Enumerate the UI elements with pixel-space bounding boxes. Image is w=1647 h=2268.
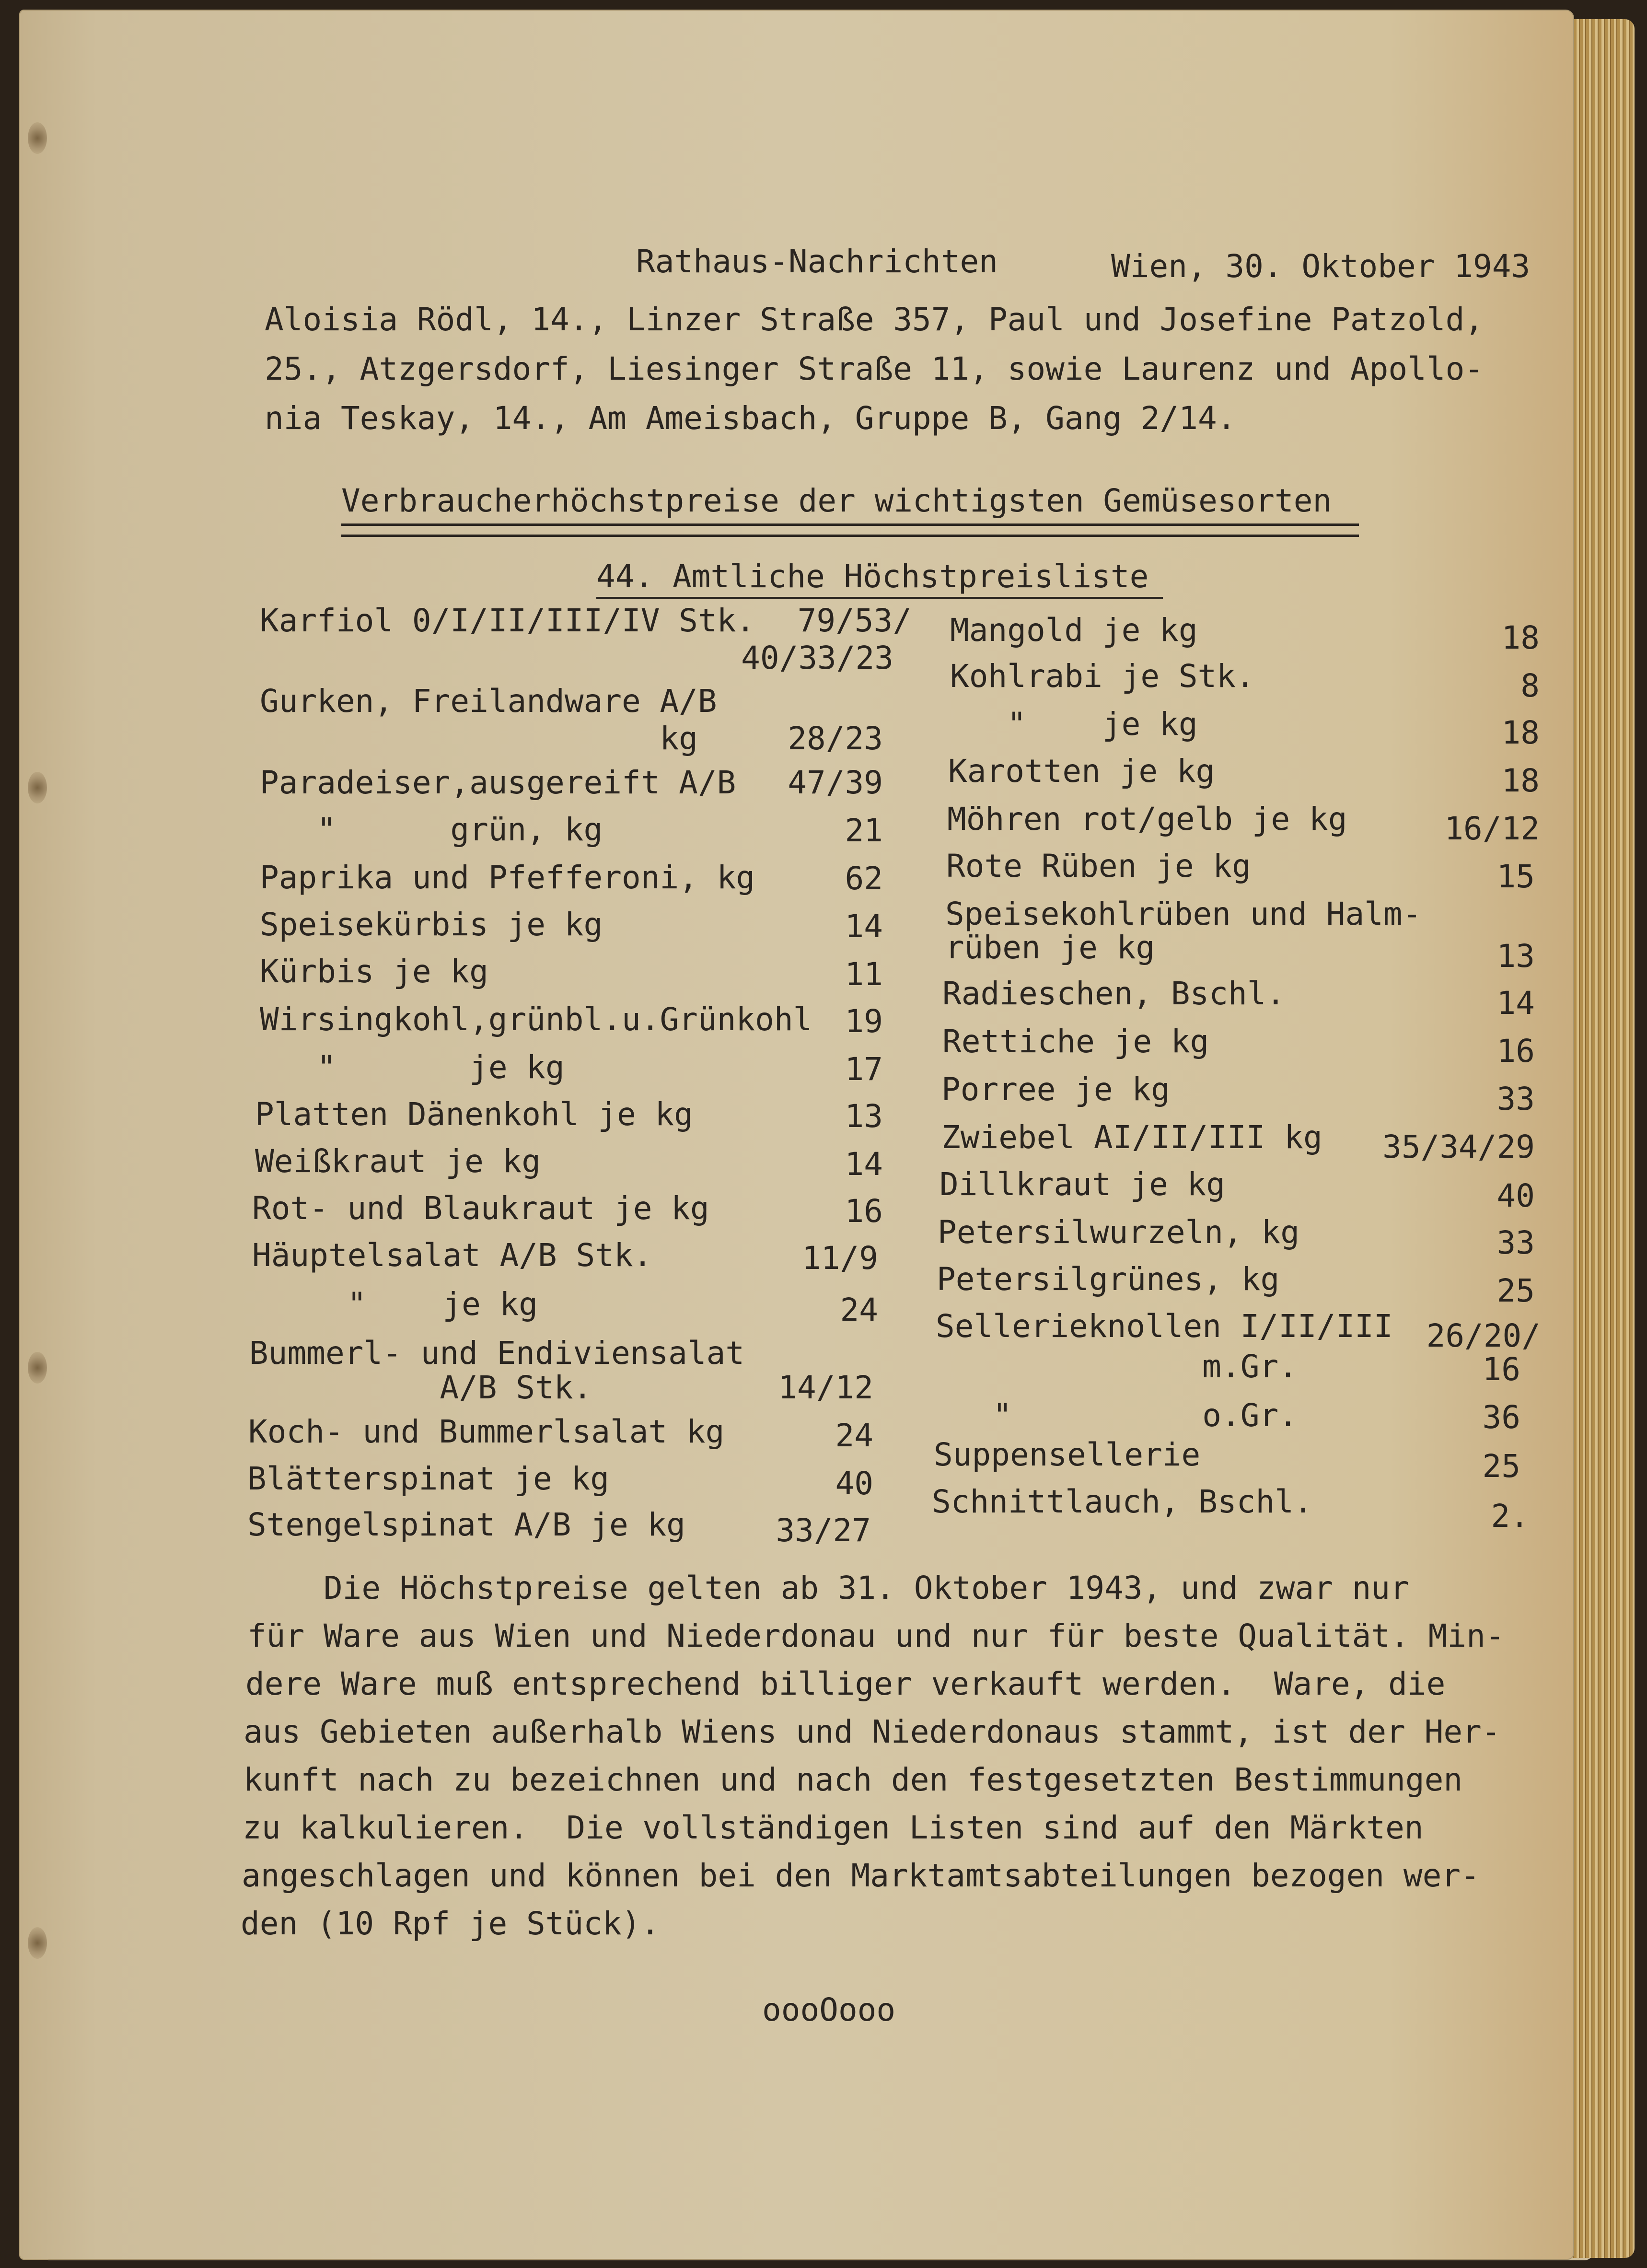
item-price: 18 bbox=[1501, 762, 1540, 799]
item-price: 28/23 bbox=[788, 720, 883, 757]
item-label: Porree je kg bbox=[941, 1071, 1170, 1108]
item-price: 40 bbox=[1496, 1177, 1535, 1214]
item-label: " je kg bbox=[950, 706, 1198, 743]
item-price: 13 bbox=[1496, 938, 1535, 975]
item-label: Rot- und Blaukraut je kg bbox=[252, 1190, 709, 1227]
item-label: Rote Rüben je kg bbox=[946, 848, 1251, 884]
item-label: Gurken, Freilandware A/B bbox=[260, 683, 717, 720]
item-label: Speisekürbis je kg bbox=[260, 906, 603, 943]
item-price: 8 bbox=[1520, 667, 1540, 704]
item-label: Paradeiser,ausgereift A/B bbox=[260, 764, 736, 801]
item-label: Rettiche je kg bbox=[942, 1023, 1209, 1060]
body-line: aus Gebieten außerhalb Wiens und Niederdonaus stammt, ist der Her- bbox=[244, 1713, 1501, 1750]
item-label: Blätterspinat je kg bbox=[247, 1460, 609, 1497]
item-price: 33/27 bbox=[776, 1512, 871, 1549]
item-price: 11/9 bbox=[802, 1240, 878, 1277]
item-price: 33 bbox=[1496, 1224, 1535, 1261]
item-price: 62 bbox=[845, 860, 883, 897]
item-price: 14 bbox=[845, 908, 883, 945]
body-line: zu kalkulieren. Die vollständigen Listen sind auf den Märkten bbox=[243, 1809, 1424, 1846]
item-label: rüben je kg bbox=[945, 929, 1155, 966]
item-price: 15 bbox=[1496, 858, 1535, 895]
item-label: Kürbis je kg bbox=[260, 953, 488, 990]
item-label: Schnittlauch, Bschl. bbox=[932, 1483, 1313, 1520]
item-price: 2. bbox=[1491, 1498, 1529, 1535]
body-line: für Ware aus Wien und Niederdonau und nur für beste Qualität. Min- bbox=[247, 1617, 1505, 1654]
item-label: " je kg bbox=[252, 1286, 538, 1323]
item-price: 16 bbox=[845, 1193, 883, 1230]
end-mark: oooOooo bbox=[762, 1991, 896, 2028]
list-title: Verbraucherhöchstpreise der wichtigsten Gemüsesorten bbox=[341, 482, 1332, 519]
item-price: 35/34/29 bbox=[1382, 1128, 1535, 1165]
item-label: m.Gr. bbox=[936, 1348, 1298, 1385]
body-line: den (10 Rpf je Stück). bbox=[241, 1905, 660, 1942]
item-label: Platten Dänenkohl je kg bbox=[255, 1096, 693, 1133]
item-price: 25 bbox=[1496, 1272, 1535, 1309]
item-label: Mangold je kg bbox=[950, 612, 1198, 649]
item-price: 11 bbox=[845, 956, 883, 993]
item-price: 25 bbox=[1482, 1448, 1520, 1485]
list-subtitle: 44. Amtliche Höchstpreisliste bbox=[596, 558, 1149, 595]
item-price: 40 bbox=[835, 1465, 873, 1502]
item-label: Wirsingkohl,grünbl.u.Grünkohl bbox=[260, 1001, 812, 1038]
item-label: Kohlrabi je Stk. bbox=[950, 658, 1255, 695]
item-price: 47/39 bbox=[788, 764, 883, 801]
item-price: 79/53/ bbox=[797, 602, 912, 639]
item-price: 24 bbox=[840, 1291, 878, 1328]
item-label: Sellerieknollen I/II/III bbox=[936, 1308, 1393, 1345]
title-double-underline bbox=[341, 523, 1359, 537]
item-label: " grün, kg bbox=[260, 811, 603, 848]
body-line: kunft nach zu bezeichnen und nach den festgesetzten Bestimmungen bbox=[244, 1761, 1463, 1798]
body-line: angeschlagen und können bei den Marktamtsabteilungen bezogen wer- bbox=[242, 1857, 1480, 1894]
item-label: Zwiebel AI/II/III kg bbox=[941, 1119, 1322, 1156]
publication-title: Rathaus-Nachrichten bbox=[636, 243, 998, 280]
item-price: 19 bbox=[845, 1003, 883, 1040]
item-price: 17 bbox=[845, 1051, 883, 1088]
item-label: A/B Stk. bbox=[249, 1369, 592, 1406]
body-line: dere Ware muß entsprechend billiger verkauft werden. Ware, die bbox=[245, 1665, 1446, 1702]
item-label: Weißkraut je kg bbox=[255, 1143, 541, 1180]
body-line: Die Höchstpreise gelten ab 31. Oktober 1943, und zwar nur bbox=[247, 1570, 1409, 1606]
item-label: Häuptelsalat A/B Stk. bbox=[252, 1237, 652, 1274]
intro-line: nia Teskay, 14., Am Ameisbach, Gruppe B, Gang 2/14. bbox=[265, 400, 1236, 437]
item-price: 40/33/23 bbox=[741, 640, 893, 676]
item-label: " o.Gr. bbox=[936, 1397, 1298, 1434]
item-price: 16/12 bbox=[1444, 810, 1540, 847]
item-price: 16 bbox=[1496, 1033, 1535, 1070]
item-price: 36 bbox=[1482, 1399, 1520, 1436]
item-label: " je kg bbox=[260, 1049, 565, 1086]
item-label: Koch- und Bummerlsalat kg bbox=[248, 1413, 725, 1450]
item-price: 24 bbox=[835, 1417, 873, 1454]
dateline: Wien, 30. Oktober 1943 bbox=[1111, 248, 1531, 285]
item-price: 26/20/ bbox=[1426, 1317, 1541, 1354]
intro-line: Aloisia Rödl, 14., Linzer Straße 357, Paul und Josefine Patzold, bbox=[265, 301, 1484, 338]
item-label: Radieschen, Bschl. bbox=[942, 975, 1286, 1012]
item-label: Stengelspinat A/B je kg bbox=[247, 1506, 685, 1543]
item-label: Dillkraut je kg bbox=[939, 1166, 1226, 1203]
item-label: Bummerl- und Endiviensalat bbox=[249, 1335, 745, 1372]
item-label: Suppensellerie bbox=[934, 1436, 1201, 1473]
item-label: Paprika und Pfefferoni, kg bbox=[260, 859, 755, 896]
subtitle-underline bbox=[596, 597, 1163, 599]
item-price: 16 bbox=[1482, 1351, 1520, 1388]
item-price: 14 bbox=[845, 1146, 883, 1183]
item-label: Petersilwurzeln, kg bbox=[938, 1214, 1299, 1251]
item-price: 14 bbox=[1496, 985, 1535, 1022]
item-price: 33 bbox=[1496, 1081, 1535, 1117]
item-price: 18 bbox=[1501, 619, 1540, 656]
item-label: Petersilgrünes, kg bbox=[937, 1261, 1280, 1298]
item-price: 13 bbox=[845, 1098, 883, 1135]
item-label: kg bbox=[260, 720, 698, 757]
item-price: 14/12 bbox=[778, 1369, 873, 1406]
item-price: 18 bbox=[1501, 714, 1540, 751]
item-price: 21 bbox=[845, 812, 883, 849]
item-label: Speisekohlrüben und Halm- bbox=[945, 896, 1422, 932]
item-label: Karfiol 0/I/II/III/IV Stk. bbox=[260, 602, 755, 639]
item-label: Möhren rot/gelb je kg bbox=[947, 801, 1347, 837]
item-label: Karotten je kg bbox=[948, 753, 1215, 790]
intro-line: 25., Atzgersdorf, Liesinger Straße 11, sowie Laurenz und Apollo- bbox=[265, 350, 1484, 387]
